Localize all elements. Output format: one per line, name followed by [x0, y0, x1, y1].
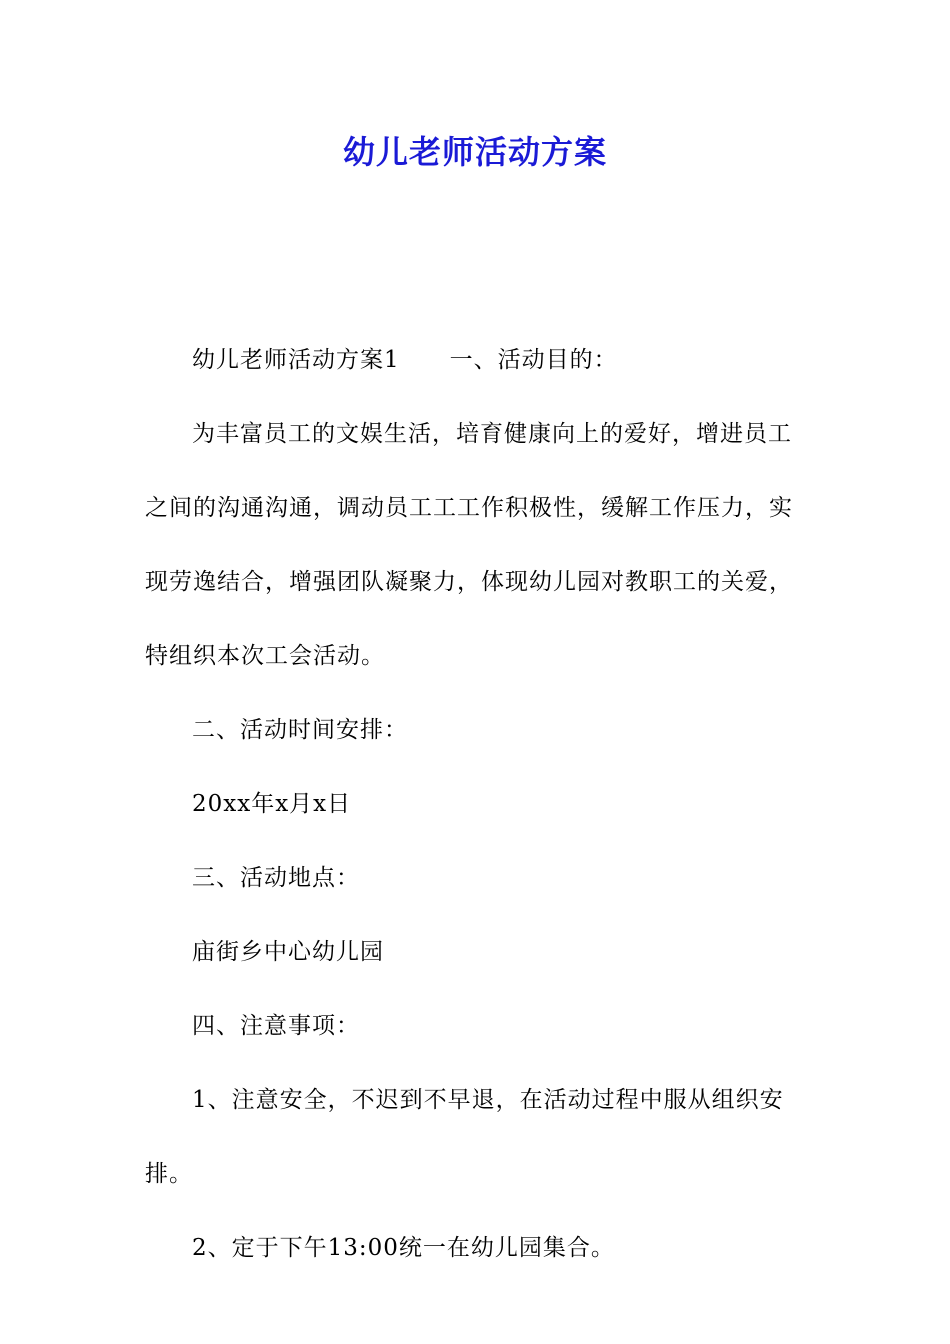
- section-heading-notes: 四、注意事项：: [192, 1013, 360, 1039]
- paragraph-date: 20xx年x月x日: [192, 791, 352, 817]
- plan-heading: 幼儿老师活动方案1: [192, 347, 400, 373]
- paragraph-heading: [145, 323, 810, 397]
- paragraph-note-2: 2、定于下午13:00统一在幼儿园集合。: [192, 1235, 615, 1261]
- section-heading-purpose: 一、活动目的：: [449, 347, 618, 373]
- paragraph-location: 庙街乡中心幼儿园: [192, 939, 384, 965]
- document-title: 幼儿老师活动方案: [342, 133, 607, 171]
- paragraph-purpose: 为丰富员工的文娱生活，培育健康向上的爱好，增进员工之间的沟通沟通，调动员工工工作积极性，缓解工作压力，实现劳逸结合，增强团队凝聚力，体现幼儿园对教职工的关爱，特组织本次工会活动。: [145, 421, 793, 669]
- section-heading-time: 二、活动时间安排：: [192, 717, 408, 743]
- document-body: [145, 323, 810, 1285]
- section-heading-location: 三、活动地点：: [192, 865, 360, 891]
- paragraph-note-1: 1、注意安全，不迟到不早退，在活动过程中服从组织安排。: [145, 1087, 784, 1187]
